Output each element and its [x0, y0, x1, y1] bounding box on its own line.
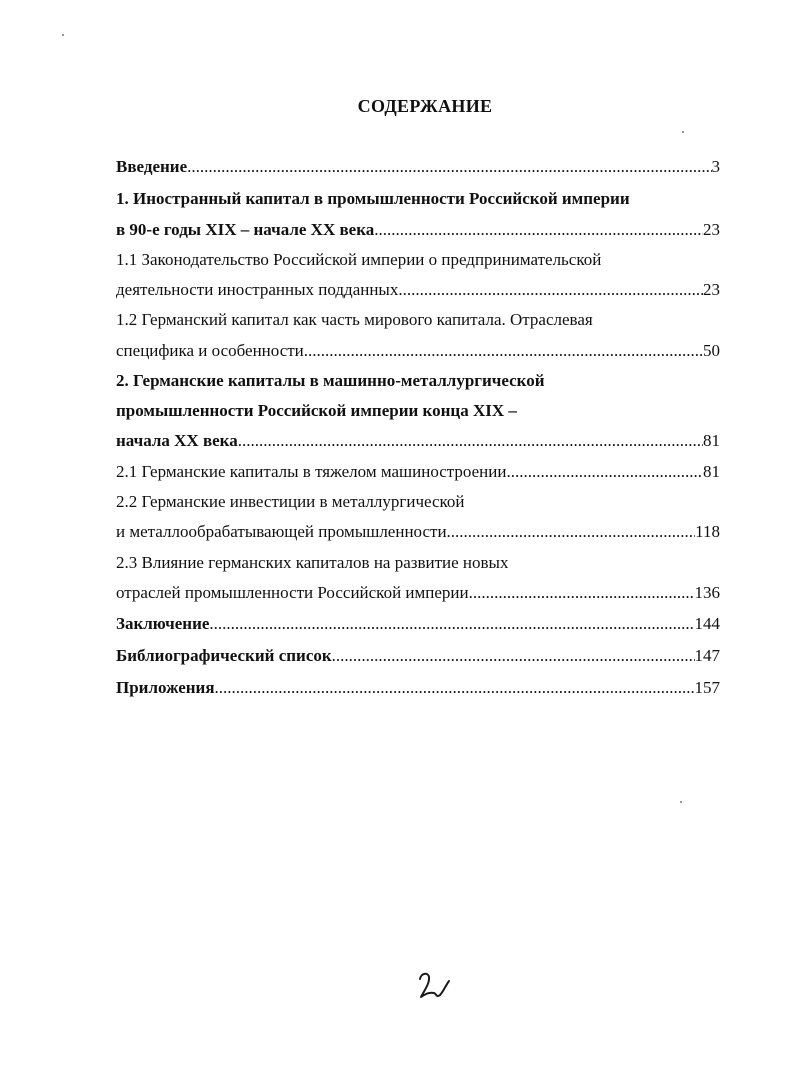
dot-leader [506, 460, 703, 484]
toc-section-2-2-line-2 [116, 520, 720, 544]
toc-entry-conclusion [116, 612, 720, 636]
toc-page-number: 3 [711, 157, 720, 176]
dot-leader [238, 429, 703, 453]
toc-section-2-3-line-2 [116, 581, 720, 605]
toc-entry-text: в 90-е годы XIX – начале XX века [116, 220, 375, 239]
dot-leader [209, 612, 694, 636]
page-title: СОДЕРЖАНИЕ [357, 96, 493, 116]
toc-entry-introduction [116, 155, 720, 179]
dot-leader [398, 278, 703, 302]
dot-leader [215, 676, 695, 700]
toc-page-number: 147 [694, 646, 720, 665]
toc-entry-text: Введение [116, 157, 188, 176]
toc-entry-appendix [116, 676, 720, 700]
toc-entry-text: 2.1 Германские капиталы в тяжелом машиностроении [116, 462, 507, 481]
toc-section-1-1-line-2 [116, 278, 720, 302]
toc-entry-text: отраслей промышленности Российской империи [116, 583, 469, 602]
toc-entry-text: Библиографический список [116, 646, 332, 665]
toc-page-number: 144 [694, 614, 720, 633]
dot-leader [447, 520, 696, 544]
dot-leader [304, 339, 703, 363]
toc-chapter-2-line-1: 2. Германские капиталы в машинно-металлургической [116, 371, 545, 390]
toc-page-number: 136 [694, 583, 720, 602]
scan-speck [682, 131, 684, 133]
toc-page-number: 23 [703, 280, 720, 299]
toc-chapter-1-line-2 [116, 218, 720, 242]
toc-chapter-2-line-2: промышленности Российской империи конца XIX – [116, 401, 517, 420]
toc-section-1-1-line-1: 1.1 Законодательство Российской империи о предпринимательской [116, 250, 602, 269]
toc-entry-text: начала XX века [116, 431, 238, 450]
dot-leader [187, 155, 711, 179]
handwritten-page-number [412, 965, 452, 1005]
toc-section-1-2-line-2 [116, 339, 720, 363]
toc-page-number: 23 [703, 220, 720, 239]
dot-leader [374, 218, 703, 242]
scan-speck [680, 801, 682, 803]
toc-entry-text: деятельности иностранных подданных [116, 280, 399, 299]
toc-entry-text: Приложения [116, 678, 215, 697]
toc-section-2-2-line-1: 2.2 Германские инвестиции в металлургической [116, 492, 465, 511]
toc-entry-text: Заключение [116, 614, 210, 633]
dot-leader [469, 581, 695, 605]
toc-chapter-1-line-1: 1. Иностранный капитал в промышленности Российской империи [116, 189, 630, 208]
scan-speck [62, 34, 64, 36]
toc-section-1-2-line-1: 1.2 Германский капитал как часть мирового капитала. Отраслевая [116, 310, 593, 329]
toc-entry-text: и металлообрабатывающей промышленности [116, 522, 447, 541]
toc-page-number: 50 [703, 341, 720, 360]
toc-page-number: 118 [695, 522, 720, 541]
toc-section-2-1 [116, 460, 720, 484]
toc-section-2-3-line-1: 2.3 Влияние германских капиталов на развитие новых [116, 553, 509, 572]
toc-page-number: 81 [703, 431, 720, 450]
toc-chapter-2-line-3 [116, 429, 720, 453]
toc-page-number: 157 [694, 678, 720, 697]
toc-entry-text: специфика и особенности [116, 341, 304, 360]
toc-entry-bibliography [116, 644, 720, 668]
dot-leader [332, 644, 695, 668]
toc-page-number: 81 [703, 462, 720, 481]
